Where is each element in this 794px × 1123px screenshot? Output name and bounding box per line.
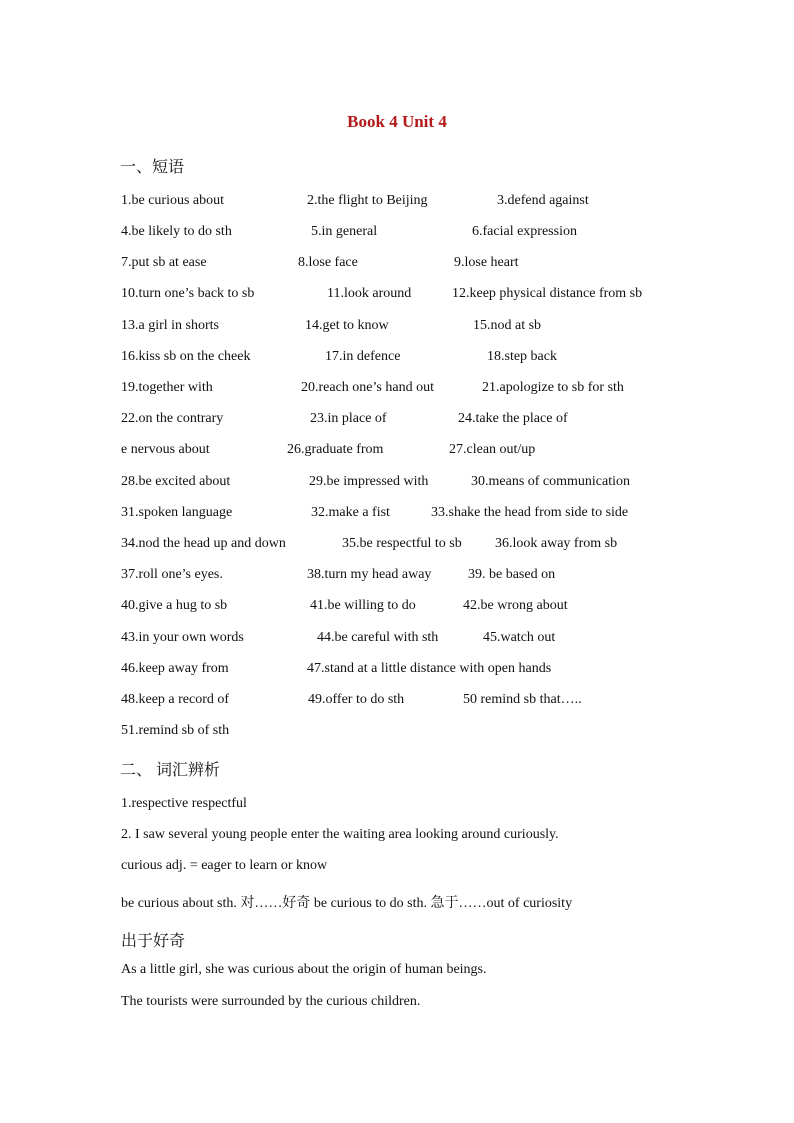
- vocabulary-line: 出于好奇: [121, 933, 186, 950]
- phrase-item: 24.take the place of: [458, 411, 568, 426]
- phrase-item: 44.be careful with sth: [317, 630, 439, 645]
- phrase-row: [121, 411, 741, 431]
- section-heading-vocabulary: 二、 词汇辨析: [120, 762, 221, 779]
- vocabulary-line: As a little girl, she was curious about the origin of human beings.: [121, 962, 487, 977]
- vocabulary-line: be curious about sth. 对……好奇 be curious to do sth. 急于……out of curiosity: [121, 896, 573, 911]
- phrase-row: [121, 286, 741, 306]
- phrase-row: [121, 193, 741, 213]
- phrase-item: e nervous about: [121, 442, 210, 457]
- phrase-item: 22.on the contrary: [121, 411, 224, 426]
- phrase-item: 1.be curious about: [121, 193, 225, 208]
- phrase-row: [121, 536, 741, 556]
- phrase-item: 19.together with: [121, 380, 213, 395]
- phrase-item: 20.reach one’s hand out: [301, 380, 434, 395]
- vocabulary-line: The tourists were surrounded by the curious children.: [121, 994, 421, 1009]
- phrase-row: [121, 692, 741, 712]
- section-heading-phrases: 一、短语: [120, 159, 185, 176]
- phrase-item: 30.means of communication: [471, 474, 631, 489]
- phrase-row: [121, 598, 741, 618]
- phrase-item: 21.apologize to sb for sth: [482, 380, 624, 395]
- phrase-row: [121, 661, 741, 681]
- phrase-item: 4.be likely to do sth: [121, 224, 232, 239]
- phrase-item: 28.be excited about: [121, 474, 231, 489]
- phrase-item: 51.remind sb of sth: [121, 723, 230, 738]
- phrase-item: 48.keep a record of: [121, 692, 230, 707]
- phrase-item: 26.graduate from: [287, 442, 384, 457]
- phrase-item: 3.defend against: [497, 193, 589, 208]
- phrase-item: 39. be based on: [468, 567, 556, 582]
- phrase-item: 47.stand at a little distance with open hands: [307, 661, 552, 676]
- phrase-item: 50 remind sb that…..: [463, 692, 582, 707]
- phrase-item: 13.a girl in shorts: [121, 318, 219, 333]
- phrase-item: 46.keep away from: [121, 661, 229, 676]
- phrase-item: 45.watch out: [483, 630, 556, 645]
- phrase-item: 42.be wrong about: [463, 598, 568, 613]
- phrase-row: [121, 723, 741, 743]
- phrase-row: [121, 442, 741, 462]
- phrase-item: 23.in place of: [310, 411, 387, 426]
- phrase-item: 41.be willing to do: [310, 598, 416, 613]
- phrase-item: 43.in your own words: [121, 630, 244, 645]
- phrase-item: 37.roll one’s eyes.: [121, 567, 223, 582]
- phrase-item: 31.spoken language: [121, 505, 233, 520]
- phrase-item: 8.lose face: [298, 255, 358, 270]
- phrase-row: [121, 380, 741, 400]
- phrase-row: [121, 474, 741, 494]
- phrase-item: 49.offer to do sth: [308, 692, 405, 707]
- phrase-item: 40.give a hug to sb: [121, 598, 228, 613]
- vocabulary-line: curious adj. = eager to learn or know: [121, 858, 328, 873]
- phrase-row: [121, 630, 741, 650]
- phrase-item: 32.make a fist: [311, 505, 390, 520]
- vocabulary-line: 2. I saw several young people enter the waiting area looking around curiously.: [121, 827, 559, 842]
- phrase-item: 5.in general: [311, 224, 378, 239]
- vocabulary-line: 1.respective respectful: [121, 796, 247, 811]
- phrase-row: [121, 567, 741, 587]
- phrase-item: 7.put sb at ease: [121, 255, 207, 270]
- phrase-item: 2.the flight to Beijing: [307, 193, 428, 208]
- phrase-item: 27.clean out/up: [449, 442, 536, 457]
- phrase-row: [121, 505, 741, 525]
- phrase-item: 11.look around: [327, 286, 412, 301]
- phrase-item: 16.kiss sb on the cheek: [121, 349, 251, 364]
- phrase-item: 38.turn my head away: [307, 567, 432, 582]
- phrase-item: 36.look away from sb: [495, 536, 618, 551]
- phrase-item: 9.lose heart: [454, 255, 519, 270]
- phrase-item: 18.step back: [487, 349, 557, 364]
- phrase-item: 17.in defence: [325, 349, 401, 364]
- phrase-item: 33.shake the head from side to side: [431, 505, 629, 520]
- phrase-row: [121, 224, 741, 244]
- phrase-item: 29.be impressed with: [309, 474, 429, 489]
- document-title: Book 4 Unit 4: [347, 112, 447, 131]
- phrase-item: 10.turn one’s back to sb: [121, 286, 255, 301]
- phrase-item: 35.be respectful to sb: [342, 536, 462, 551]
- phrase-item: 6.facial expression: [472, 224, 577, 239]
- phrase-row: [121, 349, 741, 369]
- phrase-item: 15.nod at sb: [473, 318, 542, 333]
- phrase-item: 14.get to know: [305, 318, 389, 333]
- phrase-row: [121, 255, 741, 275]
- phrase-item: 12.keep physical distance from sb: [452, 286, 643, 301]
- phrase-row: [121, 318, 741, 338]
- phrase-item: 34.nod the head up and down: [121, 536, 286, 551]
